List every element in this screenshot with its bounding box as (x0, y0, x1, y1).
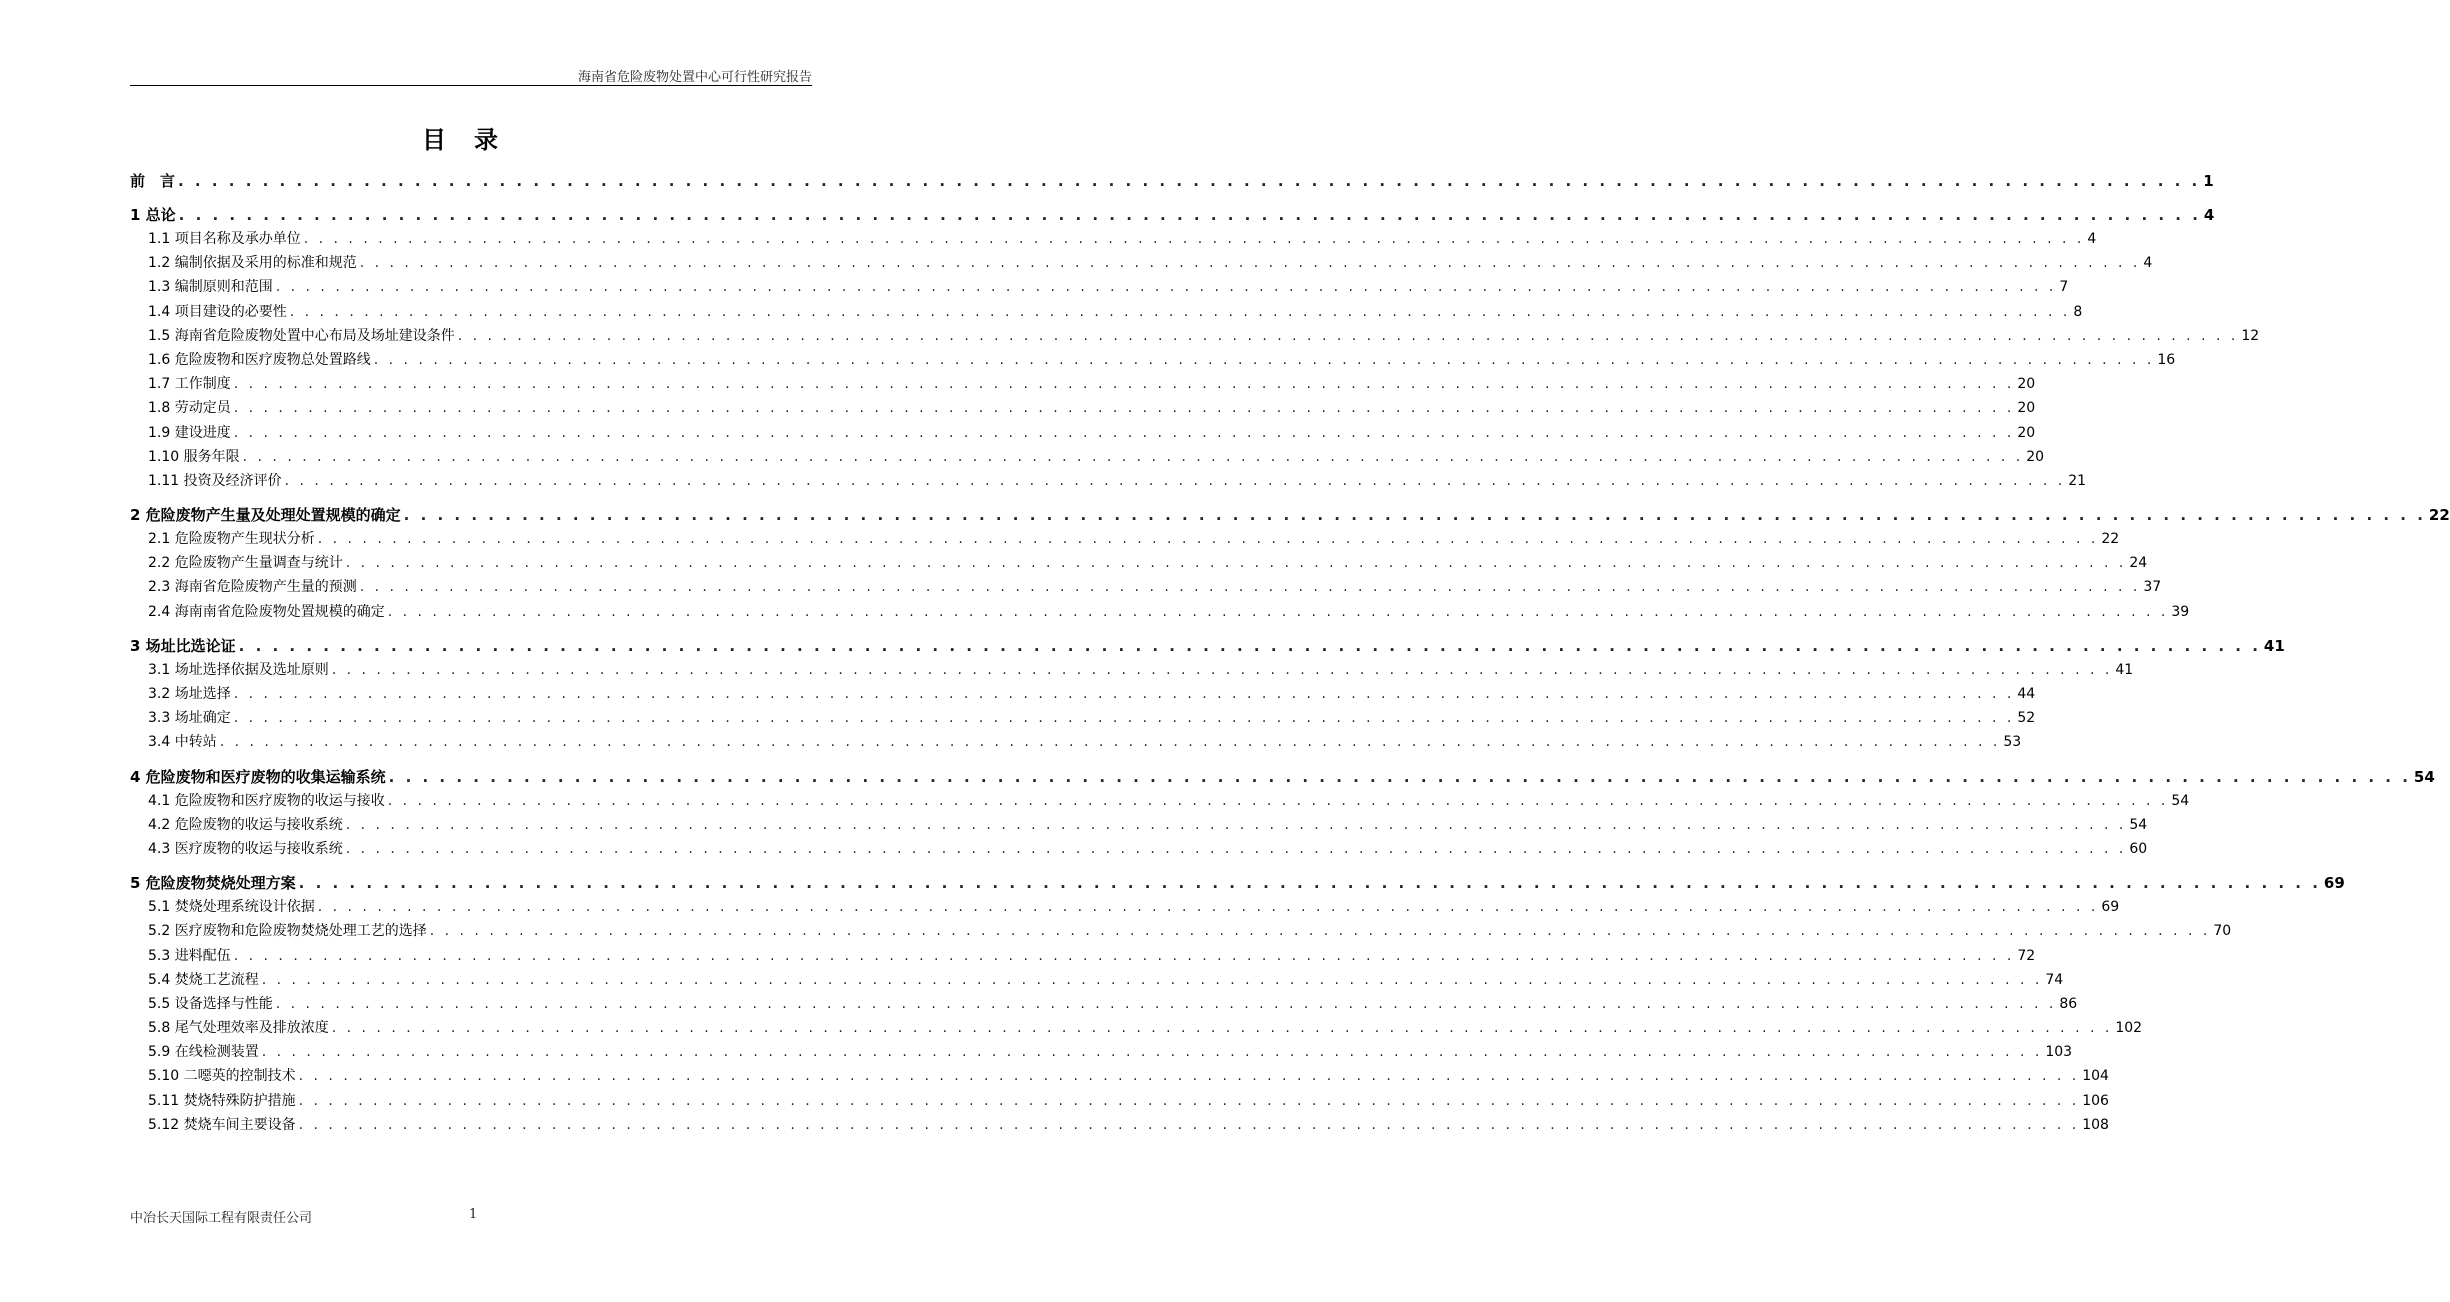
header-rule (130, 85, 812, 86)
toc-entry-page-number: 20 (2017, 376, 2036, 393)
toc-dot-leader: . . . . . . . . . . . . . . . . . . . . . . . . . . . . . . . . . . . . . . . . . . . . . . . . . . . . . . . . . . . . . . . . . . . . . . . . . . . . . . . . . . . . . . . . . . . . . . . . . . . . . . . . . . . . . . . . . . . . . . . . (219, 734, 2001, 751)
toc-entry-label: 3.4 中转站 (148, 734, 217, 751)
toc-entry-page-number: 72 (2017, 947, 2036, 964)
toc-dot-leader: . . . . . . . . . . . . . . . . . . . . . . . . . . . . . . . . . . . . . . . . . . . . . . . . . . . . . . . . . . . . . . . . . . . . . . . . . . . . . . . . . . . . . . . . . . . . . . . . . . . . . . . . . . . . . . . . . . . . . . . . (298, 874, 2321, 893)
toc-dot-leader: . . . . . . . . . . . . . . . . . . . . . . . . . . . . . . . . . . . . . . . . . . . . . . . . . . . . . . . . . . . . . . . . . . . . . . . . . . . . . . . . . . . . . . . . . . . . . . . . . . . . . . . . . . . . . . . . . . . . . . . . (233, 400, 2015, 417)
toc-section-entry[interactable] (130, 944, 2036, 968)
toc-dot-leader: . . . . . . . . . . . . . . . . . . . . . . . . . . . . . . . . . . . . . . . . . . . . . . . . . . . . . . . . . . . . . . . . . . . . . . . . . . . . . . . . . . . . . . . . . . . . . . . . . . . . . . . . . . . . . . . . . . . . . . . . (233, 710, 2015, 727)
toc-section-entry[interactable] (130, 789, 2190, 813)
toc-entry-page-number: 44 (2017, 686, 2036, 702)
toc-section-entry[interactable] (130, 396, 2036, 420)
toc-entry-label: 4.3 医疗废物的收运与接收系统 (148, 840, 343, 857)
toc-section-entry[interactable] (130, 575, 2162, 599)
toc-entry-page-number: 70 (2213, 923, 2232, 940)
toc-section-entry[interactable] (130, 227, 2097, 251)
toc-entry-page-number: 21 (2068, 472, 2087, 489)
toc-entry-page-number: 4 (2143, 255, 2153, 272)
toc-dot-leader: . . . . . . . . . . . . . . . . . . . . . . . . . . . . . . . . . . . . . . . . . . . . . . . . . . . . . . . . . . . . . . . . . . . . . . . . . . . . . . . . . . . . . . . . . . . . . . . . . . . . . . . . . . . . . . . . . . . . . . . . (359, 255, 2141, 272)
toc-entry-label: 4.2 危险废物的收运与接收系统 (148, 816, 343, 833)
toc-section-entry[interactable] (130, 895, 2120, 919)
toc-chapter-entry[interactable] (130, 203, 2215, 227)
toc-dot-leader: . . . . . . . . . . . . . . . . . . . . . . . . . . . . . . . . . . . . . . . . . . . . . . . . . . . . . . . . . . . . . . . . . . . . . . . . . . . . . . . . . . . . . . . . . . . . . . . . . . . . . . . . . . . . . . . . . . . . . . . . (178, 172, 2201, 190)
toc-section-entry[interactable] (130, 1040, 2073, 1064)
toc-entry-label: 1.10 服务年限 (148, 448, 240, 465)
toc-dot-leader: . . . . . . . . . . . . . . . . . . . . . . . . . . . . . . . . . . . . . . . . . . . . . . . . . . . . . . . . . . . . . . . . . . . . . . . . . . . . . . . . . . . . . . . . . . . . . . . . . . . . . . . . . . . . . . . . . . . . . . . . (289, 303, 2071, 320)
toc-dot-leader: . . . . . . . . . . . . . . . . . . . . . . . . . . . . . . . . . . . . . . . . . . . . . . . . . . . . . . . . . . . . . . . . . . . . . . . . . . . . . . . . . . . . . . . . . . . . . . . . . . . . . . . . . . . . . . . . . . . . . . . . (317, 531, 2099, 548)
toc-dot-leader: . . . . . . . . . . . . . . . . . . . . . . . . . . . . . . . . . . . . . . . . . . . . . . . . . . . . . . . . . . . . . . . . . . . . . . . . . . . . . . . . . . . . . . . . . . . . . . . . . . . . . . . . . . . . . . . . . . . . . . . . (331, 661, 2113, 678)
toc-entry-page-number: 41 (2263, 636, 2285, 655)
toc-entry-label: 2.4 海南南省危险废物处置规模的确定 (148, 603, 385, 620)
toc-dot-leader: . . . . . . . . . . . . . . . . . . . . . . . . . . . . . . . . . . . . . . . . . . . . . . . . . . . . . . . . . . . . . . . . . . . . . . . . . . . . . . . . . . . . . . . . . . . . . . . . . . . . . . . . . . . . . . . . . . . . . . . . (178, 206, 2201, 224)
toc-dot-leader: . . . . . . . . . . . . . . . . . . . . . . . . . . . . . . . . . . . . . . . . . . . . . . . . . . . . . . . . . . . . . . . . . . . . . . . . . . . . . . . . . . . . . . . . . . . . . . . . . . . . . . . . . . . . . . . . . . . . . . . . (345, 555, 2127, 572)
toc-entry-label: 1.5 海南省危险废物处置中心布局及场址建设条件 (148, 327, 455, 344)
toc-entry-label: 1.2 编制依据及采用的标准和规范 (148, 255, 357, 272)
toc-section-entry[interactable] (130, 968, 2064, 992)
toc-section-entry[interactable] (130, 1113, 2109, 1137)
toc-dot-leader: . . . . . . . . . . . . . . . . . . . . . . . . . . . . . . . . . . . . . . . . . . . . . . . . . . . . . . . . . . . . . . . . . . . . . . . . . . . . . . . . . . . . . . . . . . . . . . . . . . . . . . . . . . . . . . . . . . . . . . . . (233, 947, 2015, 964)
toc-entry-page-number: 103 (2045, 1044, 2073, 1061)
toc-entry-page-number: 69 (2101, 899, 2120, 916)
toc-section-entry[interactable] (130, 992, 2078, 1016)
toc-dot-leader: . . . . . . . . . . . . . . . . . . . . . . . . . . . . . . . . . . . . . . . . . . . . . . . . . . . . . . . . . . . . . . . . . . . . . . . . . . . . . . . . . . . . . . . . . . . . . . . . . . . . . . . . . . . . . . . . . . . . . . . . (261, 1044, 2043, 1061)
toc-dot-leader: . . . . . . . . . . . . . . . . . . . . . . . . . . . . . . . . . . . . . . . . . . . . . . . . . . . . . . . . . . . . . . . . . . . . . . . . . . . . . . . . . . . . . . . . . . . . . . . . . . . . . . . . . . . . . . . . . . . . . . . . (298, 1092, 2080, 1109)
toc-entry-page-number: 1 (2203, 172, 2214, 190)
toc-chapter-entry[interactable] (130, 169, 2214, 193)
toc-section-entry[interactable] (130, 348, 2176, 372)
toc-entry-label: 2.1 危险废物产生现状分析 (148, 531, 315, 548)
toc-entry-label: 1 总论 (130, 206, 176, 224)
toc-entry-page-number: 54 (2413, 767, 2435, 786)
toc-dot-leader: . . . . . . . . . . . . . . . . . . . . . . . . . . . . . . . . . . . . . . . . . . . . . . . . . . . . . . . . . . . . . . . . . . . . . . . . . . . . . . . . . . . . . . . . . . . . . . . . . . . . . . . . . . . . . . . . . . . . . . . . (242, 448, 2024, 465)
toc-dot-leader: . . . . . . . . . . . . . . . . . . . . . . . . . . . . . . . . . . . . . . . . . . . . . . . . . . . . . . . . . . . . . . . . . . . . . . . . . . . . . . . . . . . . . . . . . . . . . . . . . . . . . . . . . . . . . . . . . . . . . . . . (275, 279, 2057, 296)
toc-chapter-entry[interactable] (130, 871, 2345, 895)
toc-entry-page-number: 37 (2143, 579, 2162, 596)
toc-entry-label: 2.2 危险废物产生量调查与统计 (148, 555, 343, 572)
toc-entry-label: 1.7 工作制度 (148, 376, 231, 393)
toc-section-entry[interactable] (130, 730, 2022, 754)
toc-entry-page-number: 41 (2115, 661, 2134, 678)
toc-entry-page-number: 106 (2082, 1092, 2109, 1109)
toc-entry-label: 1.6 危险废物和医疗废物总处置路线 (148, 351, 371, 368)
toc-entry-page-number: 8 (2073, 303, 2083, 320)
toc-section-entry[interactable] (130, 1016, 2143, 1040)
toc-entry-page-number: 4 (2087, 231, 2097, 247)
toc-section-entry[interactable] (130, 551, 2148, 575)
toc-dot-leader: . . . . . . . . . . . . . . . . . . . . . . . . . . . . . . . . . . . . . . . . . . . . . . . . . . . . . . . . . . . . . . . . . . . . . . . . . . . . . . . . . . . . . . . . . . . . . . . . . . . . . . . . . . . . . . . . . . . . . . . . (238, 636, 2261, 655)
toc-entry-label: 1.1 项目名称及承办单位 (148, 231, 301, 247)
toc-entry-label: 5.5 设备选择与性能 (148, 995, 273, 1012)
toc-dot-leader: . . . . . . . . . . . . . . . . . . . . . . . . . . . . . . . . . . . . . . . . . . . . . . . . . . . . . . . . . . . . . . . . . . . . . . . . . . . . . . . . . . . . . . . . . . . . . . . . . . . . . . . . . . . . . . . . . . . . . . . . (303, 231, 2085, 247)
table-of-contents (130, 169, 2450, 1137)
toc-entry-label: 前 言 (130, 172, 176, 190)
toc-entry-label: 5.8 尾气处理效率及排放浓度 (148, 1020, 329, 1037)
toc-section-entry[interactable] (130, 527, 2120, 551)
toc-entry-label: 4.1 危险废物和医疗废物的收运与接收 (148, 792, 385, 809)
toc-dot-leader: . . . . . . . . . . . . . . . . . . . . . . . . . . . . . . . . . . . . . . . . . . . . . . . . . . . . . . . . . . . . . . . . . . . . . . . . . . . . . . . . . . . . . . . . . . . . . . . . . . . . . . . . . . . . . . . . . . . . . . . . (387, 792, 2169, 809)
toc-entry-page-number: 24 (2129, 555, 2148, 572)
toc-entry-label: 5.9 在线检测装置 (148, 1044, 259, 1061)
toc-dot-leader: . . . . . . . . . . . . . . . . . . . . . . . . . . . . . . . . . . . . . . . . . . . . . . . . . . . . . . . . . . . . . . . . . . . . . . . . . . . . . . . . . . . . . . . . . . . . . . . . . . . . . . . . . . . . . . . . . . . . . . . . (373, 351, 2155, 368)
toc-section-entry[interactable] (130, 658, 2134, 682)
toc-entry-label: 3.1 场址选择依据及选址原则 (148, 661, 329, 678)
toc-entry-page-number: 102 (2115, 1020, 2143, 1037)
toc-section-entry[interactable] (130, 324, 2260, 348)
toc-entry-label: 5 危险废物焚烧处理方案 (130, 874, 296, 893)
toc-title: 目录 (422, 126, 526, 154)
toc-dot-leader: . . . . . . . . . . . . . . . . . . . . . . . . . . . . . . . . . . . . . . . . . . . . . . . . . . . . . . . . . . . . . . . . . . . . . . . . . . . . . . . . . . . . . . . . . . . . . . . . . . . . . . . . . . . . . . . . . . . . . . . . (403, 506, 2426, 525)
toc-dot-leader: . . . . . . . . . . . . . . . . . . . . . . . . . . . . . . . . . . . . . . . . . . . . . . . . . . . . . . . . . . . . . . . . . . . . . . . . . . . . . . . . . . . . . . . . . . . . . . . . . . . . . . . . . . . . . . . . . . . . . . . . (233, 424, 2015, 441)
toc-section-entry[interactable] (130, 919, 2232, 943)
toc-dot-leader: . . . . . . . . . . . . . . . . . . . . . . . . . . . . . . . . . . . . . . . . . . . . . . . . . . . . . . . . . . . . . . . . . . . . . . . . . . . . . . . . . . . . . . . . . . . . . . . . . . . . . . . . . . . . . . . . . . . . . . . . (345, 840, 2127, 857)
toc-entry-page-number: 108 (2082, 1116, 2109, 1133)
toc-chapter-entry[interactable] (130, 634, 2285, 658)
toc-section-entry[interactable] (130, 837, 2148, 861)
toc-entry-label: 5.3 进料配伍 (148, 947, 231, 964)
toc-entry-page-number: 60 (2129, 840, 2148, 857)
toc-section-entry[interactable] (130, 813, 2148, 837)
toc-entry-label: 1.11 投资及经济评价 (148, 472, 282, 489)
toc-entry-page-number: 74 (2045, 971, 2064, 988)
toc-entry-page-number: 20 (2026, 448, 2045, 465)
toc-chapter-entry[interactable] (130, 503, 2450, 527)
toc-entry-label: 1.4 项目建设的必要性 (148, 303, 287, 320)
toc-entry-page-number: 104 (2082, 1068, 2109, 1085)
toc-entry-label: 5.12 焚烧车间主要设备 (148, 1116, 296, 1133)
toc-section-entry[interactable] (130, 275, 2069, 299)
toc-entry-page-number: 54 (2129, 816, 2148, 833)
toc-section-entry[interactable] (130, 372, 2036, 396)
toc-entry-label: 1.9 建设进度 (148, 424, 231, 441)
toc-section-entry[interactable] (130, 682, 2036, 706)
toc-dot-leader: . . . . . . . . . . . . . . . . . . . . . . . . . . . . . . . . . . . . . . . . . . . . . . . . . . . . . . . . . . . . . . . . . . . . . . . . . . . . . . . . . . . . . . . . . . . . . . . . . . . . . . . . . . . . . . . . . . . . . . . . (317, 899, 2099, 916)
toc-entry-label: 1.3 编制原则和范围 (148, 279, 273, 296)
toc-entry-page-number: 22 (2101, 531, 2120, 548)
toc-entry-label: 5.10 二噁英的控制技术 (148, 1068, 296, 1085)
toc-entry-page-number: 22 (2428, 506, 2450, 525)
toc-entry-label: 5.1 焚烧处理系统设计依据 (148, 899, 315, 916)
toc-dot-leader: . . . . . . . . . . . . . . . . . . . . . . . . . . . . . . . . . . . . . . . . . . . . . . . . . . . . . . . . . . . . . . . . . . . . . . . . . . . . . . . . . . . . . . . . . . . . . . . . . . . . . . . . . . . . . . . . . . . . . . . . (457, 327, 2239, 344)
toc-section-entry[interactable] (130, 251, 2153, 275)
toc-entry-label: 3.3 场址确定 (148, 710, 231, 727)
toc-entry-page-number: 20 (2017, 424, 2036, 441)
toc-entry-page-number: 20 (2017, 400, 2036, 417)
toc-dot-leader: . . . . . . . . . . . . . . . . . . . . . . . . . . . . . . . . . . . . . . . . . . . . . . . . . . . . . . . . . . . . . . . . . . . . . . . . . . . . . . . . . . . . . . . . . . . . . . . . . . . . . . . . . . . . . . . . . . . . . . . . (275, 995, 2057, 1012)
toc-dot-leader: . . . . . . . . . . . . . . . . . . . . . . . . . . . . . . . . . . . . . . . . . . . . . . . . . . . . . . . . . . . . . . . . . . . . . . . . . . . . . . . . . . . . . . . . . . . . . . . . . . . . . . . . . . . . . . . . . . . . . . . . (359, 579, 2141, 596)
toc-dot-leader: . . . . . . . . . . . . . . . . . . . . . . . . . . . . . . . . . . . . . . . . . . . . . . . . . . . . . . . . . . . . . . . . . . . . . . . . . . . . . . . . . . . . . . . . . . . . . . . . . . . . . . . . . . . . . . . . . . . . . . . . (345, 816, 2127, 833)
toc-entry-page-number: 69 (2323, 874, 2345, 893)
toc-dot-leader: . . . . . . . . . . . . . . . . . . . . . . . . . . . . . . . . . . . . . . . . . . . . . . . . . . . . . . . . . . . . . . . . . . . . . . . . . . . . . . . . . . . . . . . . . . . . . . . . . . . . . . . . . . . . . . . . . . . . . . . . (298, 1116, 2080, 1133)
toc-entry-label: 1.8 劳动定员 (148, 400, 231, 417)
toc-entry-label: 2 危险废物产生量及处理处置规模的确定 (130, 506, 401, 525)
toc-entry-label: 5.4 焚烧工艺流程 (148, 971, 259, 988)
toc-dot-leader: . . . . . . . . . . . . . . . . . . . . . . . . . . . . . . . . . . . . . . . . . . . . . . . . . . . . . . . . . . . . . . . . . . . . . . . . . . . . . . . . . . . . . . . . . . . . . . . . . . . . . . . . . . . . . . . . . . . . . . . . (233, 376, 2015, 393)
toc-entry-page-number: 16 (2157, 351, 2176, 368)
toc-dot-leader: . . . . . . . . . . . . . . . . . . . . . . . . . . . . . . . . . . . . . . . . . . . . . . . . . . . . . . . . . . . . . . . . . . . . . . . . . . . . . . . . . . . . . . . . . . . . . . . . . . . . . . . . . . . . . . . . . . . . . . . . (331, 1020, 2113, 1037)
toc-entry-page-number: 7 (2059, 279, 2069, 296)
toc-section-entry[interactable] (130, 469, 2087, 493)
toc-section-entry[interactable] (130, 1089, 2109, 1113)
toc-dot-leader: . . . . . . . . . . . . . . . . . . . . . . . . . . . . . . . . . . . . . . . . . . . . . . . . . . . . . . . . . . . . . . . . . . . . . . . . . . . . . . . . . . . . . . . . . . . . . . . . . . . . . . . . . . . . . . . . . . . . . . . . (261, 971, 2043, 988)
toc-entry-page-number: 53 (2003, 734, 2022, 751)
toc-entry-label: 4 危险废物和医疗废物的收集运输系统 (130, 767, 386, 786)
toc-section-entry[interactable] (130, 1064, 2109, 1088)
toc-dot-leader: . . . . . . . . . . . . . . . . . . . . . . . . . . . . . . . . . . . . . . . . . . . . . . . . . . . . . . . . . . . . . . . . . . . . . . . . . . . . . . . . . . . . . . . . . . . . . . . . . . . . . . . . . . . . . . . . . . . . . . . . (429, 923, 2211, 940)
toc-entry-page-number: 12 (2241, 327, 2260, 344)
toc-entry-page-number: 4 (2203, 206, 2215, 224)
toc-entry-label: 3 场址比选论证 (130, 636, 236, 655)
toc-entry-page-number: 54 (2171, 792, 2190, 809)
toc-dot-leader: . . . . . . . . . . . . . . . . . . . . . . . . . . . . . . . . . . . . . . . . . . . . . . . . . . . . . . . . . . . . . . . . . . . . . . . . . . . . . . . . . . . . . . . . . . . . . . . . . . . . . . . . . . . . . . . . . . . . . . . . (298, 1068, 2080, 1085)
toc-chapter-entry[interactable] (130, 765, 2435, 789)
footer-page-number: 1 (469, 1207, 478, 1222)
toc-entry-label: 5.2 医疗废物和危险废物焚烧处理工艺的选择 (148, 923, 427, 940)
toc-dot-leader: . . . . . . . . . . . . . . . . . . . . . . . . . . . . . . . . . . . . . . . . . . . . . . . . . . . . . . . . . . . . . . . . . . . . . . . . . . . . . . . . . . . . . . . . . . . . . . . . . . . . . . . . . . . . . . . . . . . . . . . . (388, 767, 2411, 786)
toc-dot-leader: . . . . . . . . . . . . . . . . . . . . . . . . . . . . . . . . . . . . . . . . . . . . . . . . . . . . . . . . . . . . . . . . . . . . . . . . . . . . . . . . . . . . . . . . . . . . . . . . . . . . . . . . . . . . . . . . . . . . . . . . (387, 603, 2169, 620)
toc-entry-page-number: 86 (2059, 995, 2078, 1012)
footer-company: 中冶长天国际工程有限责任公司 (130, 1211, 313, 1226)
toc-section-entry[interactable] (130, 421, 2036, 445)
toc-section-entry[interactable] (130, 300, 2083, 324)
toc-entry-label: 5.11 焚烧特殊防护措施 (148, 1092, 296, 1109)
toc-entry-label: 2.3 海南省危险废物产生量的预测 (148, 579, 357, 596)
toc-section-entry[interactable] (130, 706, 2036, 730)
toc-entry-label: 3.2 场址选择 (148, 686, 231, 702)
running-header: 海南省危险废物处置中心可行性研究报告 (577, 70, 812, 85)
toc-entry-page-number: 39 (2171, 603, 2190, 620)
toc-entry-page-number: 52 (2017, 710, 2036, 727)
toc-section-entry[interactable] (130, 600, 2190, 624)
toc-dot-leader: . . . . . . . . . . . . . . . . . . . . . . . . . . . . . . . . . . . . . . . . . . . . . . . . . . . . . . . . . . . . . . . . . . . . . . . . . . . . . . . . . . . . . . . . . . . . . . . . . . . . . . . . . . . . . . . . . . . . . . . . (233, 686, 2015, 702)
toc-dot-leader: . . . . . . . . . . . . . . . . . . . . . . . . . . . . . . . . . . . . . . . . . . . . . . . . . . . . . . . . . . . . . . . . . . . . . . . . . . . . . . . . . . . . . . . . . . . . . . . . . . . . . . . . . . . . . . . . . . . . . . . . (284, 472, 2066, 489)
toc-section-entry[interactable] (130, 445, 2045, 469)
